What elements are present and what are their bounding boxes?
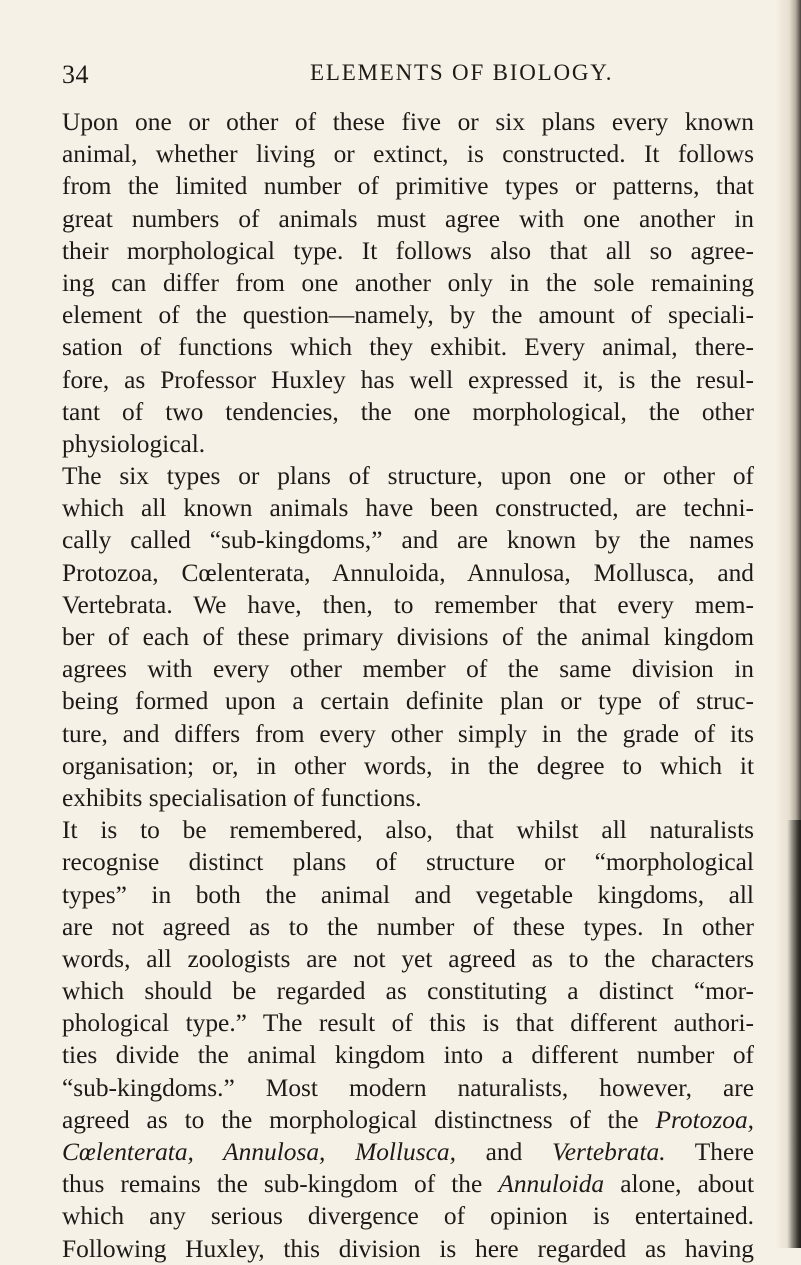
text-line: organisation; or, in other words, in the degree to which it	[62, 751, 754, 780]
page-number: 34	[62, 60, 89, 89]
body-text	[62, 106, 754, 1265]
text-line: which all known animals have been constructed, are techni-	[62, 494, 754, 523]
text-line: ber of each of these primary divisions of the animal kingdom	[62, 623, 754, 651]
text-line: sation of functions which they exhibit. Every animal, there-	[62, 333, 754, 362]
page-header	[62, 60, 752, 90]
text-run: agreed as to the morphological distinctness of the	[62, 1105, 639, 1134]
text-line: which should be regarded as constituting a distinct “mor-	[62, 977, 754, 1006]
text-line: recognise distinct plans of structure or “morphological	[62, 848, 754, 877]
italic-term: Annuloida	[498, 1170, 605, 1199]
text-line: from the limited number of primitive types or patterns, that	[62, 172, 754, 201]
text-line: exhibits specialisation of functions.	[62, 783, 422, 812]
text-line: The six types or plans of structure, upon one or other of	[62, 462, 754, 491]
text-run: and	[485, 1138, 523, 1166]
text-line: Following Huxley, this division is here regarded as having	[62, 1234, 754, 1263]
text-line: which any serious divergence of opinion is entertained.	[62, 1202, 754, 1231]
text-line: “sub-kingdoms.” Most modern naturalists, however, are	[62, 1073, 754, 1102]
text-run: thus remains the sub-kingdom of the	[62, 1170, 483, 1199]
text-line: It is to be remembered, also, that whilst all naturalists	[62, 816, 754, 845]
text-run: alone, about	[620, 1170, 754, 1199]
text-line: their morphological type. It follows also that all so agree-	[62, 236, 754, 265]
italic-term: Protozoa,	[655, 1105, 754, 1134]
text-line: fore, as Professor Huxley has well expressed it, is the resul-	[62, 365, 754, 394]
text-line: Vertebrata. We have, then, to remember that every mem-	[62, 590, 754, 619]
text-line	[62, 1136, 754, 1168]
text-line: ties divide the animal kingdom into a different number of	[62, 1041, 754, 1070]
text-line: ture, and differs from every other simply in the grade of its	[62, 719, 754, 748]
text-line: cally called “sub-kingdoms,” and are known by the names	[62, 526, 754, 555]
text-line: phological type.” The result of this is that different authori-	[62, 1009, 754, 1038]
text-line: animal, whether living or extinct, is constructed. It follows	[62, 140, 754, 169]
text-line: element of the question—namely, by the amount of speciali-	[62, 301, 754, 330]
text-line: tant of two tendencies, the one morphological, the other	[62, 397, 754, 426]
text-run: There	[694, 1138, 754, 1166]
text-line: agrees with every other member of the same division in	[62, 655, 754, 684]
italic-term: Vertebrata.	[552, 1138, 666, 1166]
text-line: great numbers of animals must agree with one another in	[62, 204, 754, 233]
text-line	[62, 1168, 754, 1200]
text-line	[62, 1104, 754, 1136]
text-line: being formed upon a certain definite plan or type of struc-	[62, 687, 754, 716]
italic-term: Cœlenterata, Annulosa, Mollusca,	[62, 1138, 456, 1166]
running-head: ELEMENTS OF BIOLOGY.	[310, 60, 614, 85]
text-line: physiological.	[62, 429, 206, 458]
text-line: Protozoa, Cœlenterata, Annuloida, Annulosa, Mollusca, and	[62, 558, 754, 587]
text-line: ing can differ from one another only in the sole remaining	[62, 268, 754, 297]
text-line: are not agreed as to the number of these types. In other	[62, 912, 754, 941]
text-line: types” in both the animal and vegetable kingdoms, all	[62, 880, 754, 909]
page-edge-shadow-lower	[787, 820, 801, 1248]
text-line: words, all zoologists are not yet agreed as to the characters	[62, 944, 754, 973]
text-line: Upon one or other of these five or six plans every known	[62, 108, 754, 136]
